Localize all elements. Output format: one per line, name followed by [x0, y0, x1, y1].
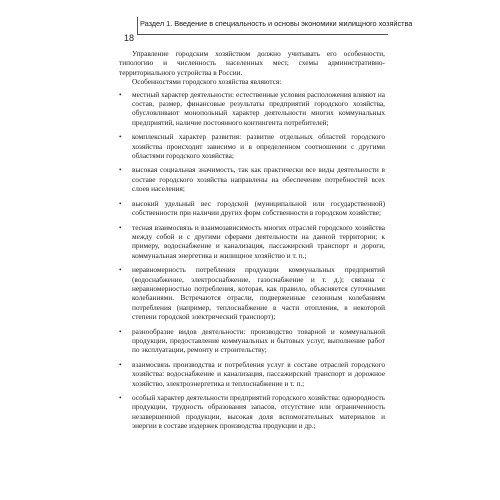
- list-item-text: комплексный характер развития: развитие отдельных областей городского хозяйства происходит зависимо и в определенном соотношении с другими областями городского хозяйства;: [132, 132, 385, 161]
- list-item: [119, 199, 385, 218]
- bullet-icon: •: [119, 132, 122, 142]
- list-item-text: высокая социальная значимость, так как практически все виды деятельности в составе городского хозяйства направлены на обеспечение потребностей всех слоев населения;: [132, 165, 385, 194]
- list-item: [119, 223, 385, 261]
- list-item-text: высокий удельный вес городской (муниципальной или государственной) собственности при наличии других форм собственности в городском хозяйстве;: [132, 198, 385, 218]
- bullet-icon: •: [119, 359, 122, 369]
- list-item-text: особый характер деятельности предприятий городского хозяйства: однородность продукции, трудность образования запасов, отсутствие или ограниченность незавершенной продукции, высокая доля вспомогательных материалов и энергии в составе издержек производства продукции и др.;: [132, 393, 385, 431]
- list-item-text: тесная взаимосвязь и взаимозависимость многих отраслей городского хозяйства между собой и с другими сферами деятельности на данной территории; к примеру, водоснабжение и канализация, пассажирский транспорт и дороги, коммунальная энергетика и жилищное хозяйство и т. п.;: [132, 222, 385, 260]
- intro-paragraph: Управление городским хозяйством должно учитывать его особенности, типологию и численность населенных мест, схемы административно-территориального устройства в России.: [119, 49, 385, 77]
- bullet-icon: •: [119, 222, 122, 232]
- features-list: [119, 90, 385, 431]
- list-lead-paragraph: Особенностями городского хозяйства являются:: [132, 77, 282, 87]
- bullet-icon: •: [119, 89, 122, 99]
- running-title: Раздел 1. Введение в специальность и основы экономики жилищного хозяйства: [140, 19, 413, 28]
- bullet-icon: •: [119, 265, 122, 275]
- list-item: [119, 132, 385, 160]
- list-item: [119, 265, 385, 321]
- page-body: [119, 49, 385, 436]
- page-number: 18: [124, 33, 135, 43]
- list-item-text: неравномерность потребления продукции коммунальных предприятий (водоснабжение, электроснабжение, газоснабжение и т. д.); связана с неравномерностью потребления, которая, как правило, объясняется суточными колебаниями. Встречаются отрасли, подверженные сезонным колебаниям потребления (например, теплоснабжение в части отопления, в некоторой степени городской электрический транспорт);: [132, 265, 385, 322]
- list-item: [119, 360, 385, 388]
- bullet-icon: •: [119, 326, 122, 336]
- bullet-icon: •: [119, 165, 122, 175]
- list-item-text: взаимосвязь производства и потребления услуг в составе отраслей городского хозяйства: водоснабжение и канализация, пассажирский транспорт и дорожное хозяйство, электроэнергетика и теплоснабжение и т. п.;: [132, 359, 385, 388]
- list-item: [119, 165, 385, 193]
- list-item: [119, 90, 385, 128]
- bullet-icon: •: [119, 393, 122, 402]
- list-item: [119, 327, 385, 355]
- list-item: [119, 393, 385, 431]
- list-item-text: местный характер деятельности: естественные условия расположения влияют на состав, размер, финансовые результаты предприятий городского хозяйства, обусловливают монопольный характер деятельности многих коммунальных предприятий, наличие постоянного контингента потребителей;: [132, 89, 385, 127]
- bullet-icon: •: [119, 198, 122, 208]
- list-item-text: разнообразие видов деятельности: производство товарной и коммунальной продукции, предоставление коммунальных и бытовых услуг, выполнение работ по эксплуатации, ремонту и строительству;: [132, 326, 385, 355]
